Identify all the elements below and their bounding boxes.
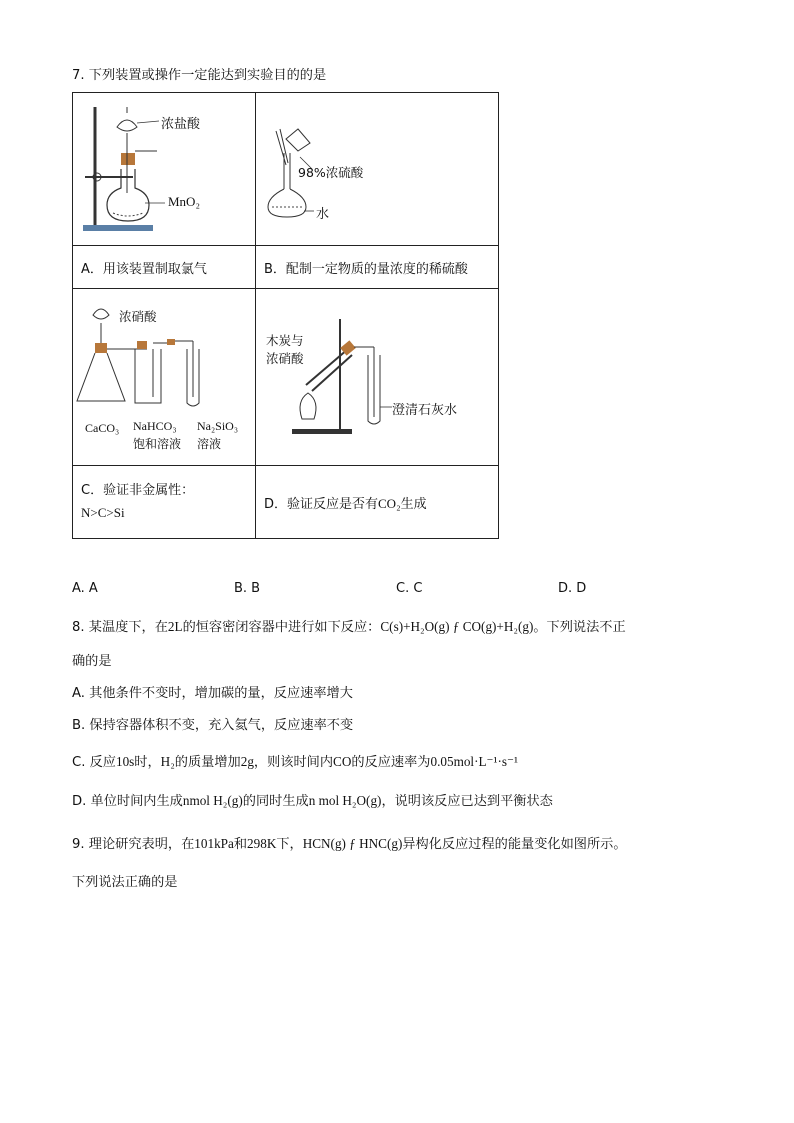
q8d-h2: nmol H₂(g) <box>182 793 243 808</box>
caption-b: B．配制一定物质的量浓度的稀硫酸 <box>256 246 499 289</box>
q9-temperature: 298K <box>247 836 277 851</box>
q8d-mid: 的同时生成 <box>242 794 309 809</box>
q8c-mid2: 的质量增加 <box>174 755 241 770</box>
apparatus-a <box>73 93 255 245</box>
q8-mid: 的恒容密闭容器中进行如下反应： <box>182 620 381 635</box>
q8c-mid3: ，则该时间内 <box>253 755 334 770</box>
label-na2sio3: Na₂SiO₃ <box>197 419 239 433</box>
q9-equation: HCN(g) ƒ HNC(g) <box>302 836 403 851</box>
label-conc-hno3: 浓硝酸 <box>119 309 157 324</box>
q8-option-c <box>72 752 518 773</box>
caption-d <box>256 466 499 539</box>
q7-option-b: B. B <box>234 581 261 596</box>
q7-table <box>72 92 499 539</box>
q9-mid: 下， <box>276 837 303 852</box>
apparatus-c <box>73 289 255 465</box>
q9-stem-line1 <box>72 834 627 855</box>
label-caco3: CaCO₃ <box>85 421 120 435</box>
q9-and: 和 <box>233 837 248 852</box>
q7-stem: 7. 下列装置或操作一定能达到实验目的的是 <box>72 68 327 83</box>
q7-option-d: D. D <box>558 581 587 596</box>
caption-d-pre: D．验证反应是否有 <box>264 496 379 512</box>
label-charcoal: 木炭与 <box>266 333 304 348</box>
label-conc-hcl: 浓盐酸 <box>161 117 201 132</box>
q8-equation: C(s)+H₂O(g) ƒ CO(g)+H₂(g) <box>380 619 534 634</box>
q8d-post: ，说明该反应已达到平衡状态 <box>381 794 553 809</box>
q8-volume: 2L <box>167 619 183 634</box>
caption-a: A．用该装置制取氯气 <box>73 246 256 289</box>
label-mno2: MnO₂ <box>168 194 200 209</box>
caption-c <box>73 466 256 539</box>
q9-stem-line2: 下列说法正确的是 <box>72 875 178 890</box>
caption-c-line1: C．验证非金属性： <box>81 483 195 498</box>
q8-stem-line2: 确的是 <box>72 654 112 669</box>
label-solution: 溶液 <box>197 437 222 451</box>
q9-pre: 9. 理论研究表明，在 <box>72 837 195 852</box>
carbon-nitric-apparatus-diagram <box>256 289 498 465</box>
q8-option-b: B. 保持容器体积不变，充入氦气，反应速率不变 <box>72 718 354 733</box>
q8-option-a: A. 其他条件不变时，增加碳的量，反应速率增大 <box>72 686 353 701</box>
caption-c-line2: N>C>Si <box>81 505 125 520</box>
apparatus-d <box>256 289 498 465</box>
q7-option-c: C. C <box>396 581 423 596</box>
q8-post: 。下列说法不正 <box>533 620 626 635</box>
q9-pressure: 101kPa <box>194 836 234 851</box>
dilution-diagram <box>256 93 498 245</box>
q8-stem-line1 <box>72 617 626 638</box>
q8c-pre: C. 反应 <box>72 755 116 770</box>
apparatus-b <box>256 93 498 245</box>
label-conc-hno3-d: 浓硝酸 <box>266 351 304 366</box>
q8c-mid1: 时， <box>134 755 161 770</box>
q8d-h2o: n mol H₂O(g) <box>308 793 382 808</box>
q8d-pre: D. 单位时间内生成 <box>72 794 183 809</box>
q7-option-a: A. A <box>72 581 98 596</box>
q8c-mass: 2g <box>240 754 254 769</box>
q8-option-d <box>72 791 553 812</box>
label-limewater: 澄清石灰水 <box>392 403 458 418</box>
q8c-time: 10s <box>115 754 135 769</box>
label-saturated-solution: 饱和溶液 <box>133 437 182 451</box>
q8c-co: CO <box>333 754 352 769</box>
q8c-h2: H₂ <box>160 754 175 769</box>
label-nahco3: NaHCO₃ <box>133 419 177 433</box>
q8c-rate: 0.05mol·L⁻¹·s⁻¹ <box>430 754 518 769</box>
caption-d-co2: CO₂ <box>378 495 401 511</box>
label-water: 水 <box>316 207 330 222</box>
q9-post: 异构化反应过程的能量变化如图所示。 <box>402 837 627 852</box>
caption-d-post: 生成 <box>400 496 427 512</box>
label-98-h2so4: 98%浓硫酸 <box>298 165 364 180</box>
q8c-mid4: 的反应速率为 <box>351 755 431 770</box>
q8-pre: 8. 某温度下，在 <box>72 620 168 635</box>
